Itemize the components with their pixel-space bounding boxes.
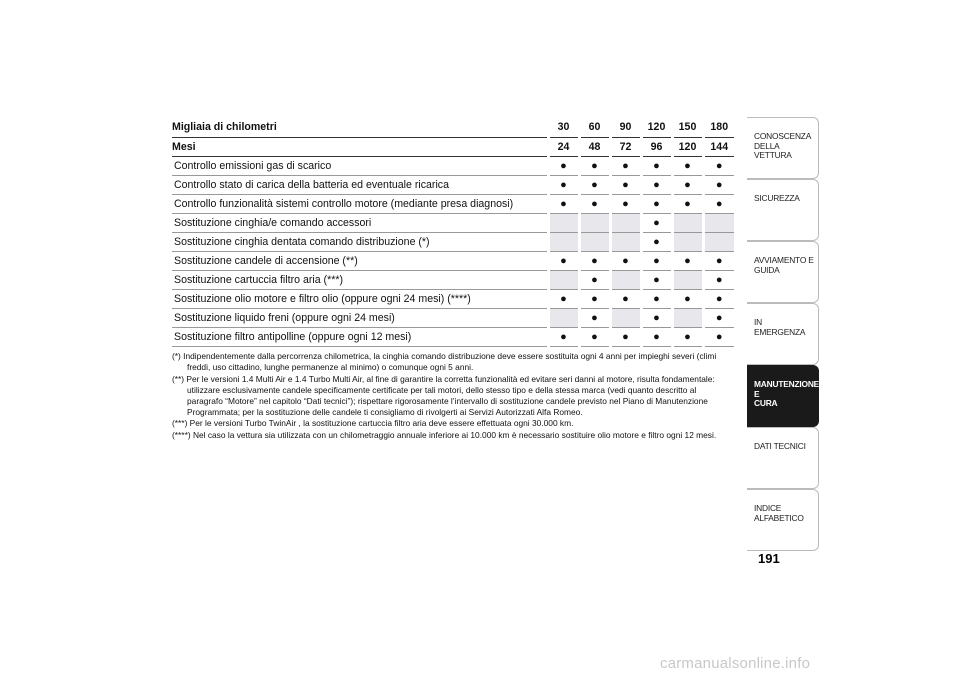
bullet-mark: ●	[579, 327, 610, 346]
bullet-mark: ●	[703, 175, 734, 194]
footnote-1: (*) Indipendentemente dalla percorrenza chilometrica, la cinghia comando distribuzione deve essere sostituita ogni 4 anni per impieghi severi (climi freddi, uso cittadino, lunghe permanenze al minimo) o comunque ogni 5 anni.	[172, 351, 717, 372]
empty-cell	[672, 213, 703, 232]
page-number: 191	[758, 551, 780, 566]
bullet-mark: ●	[548, 289, 579, 308]
bullet-mark: ●	[703, 251, 734, 270]
bullet-mark: ●	[672, 251, 703, 270]
bullet-mark: ●	[641, 270, 672, 289]
table-row	[172, 232, 734, 251]
empty-cell	[672, 270, 703, 289]
table-row	[172, 156, 734, 175]
bullet-mark: ●	[641, 232, 672, 251]
tab-dati-tecnici[interactable]	[747, 427, 819, 489]
bullet-mark: ●	[703, 327, 734, 346]
km-header-cell: 30	[548, 118, 579, 137]
empty-cell	[548, 270, 579, 289]
bullet-mark: ●	[703, 308, 734, 327]
bullet-mark: ●	[641, 289, 672, 308]
bullet-mark: ●	[579, 156, 610, 175]
schedule-rows	[172, 156, 734, 346]
table-row	[172, 289, 734, 308]
empty-cell	[610, 213, 641, 232]
bullet-mark: ●	[610, 327, 641, 346]
tab-label: SICUREZZA	[754, 193, 800, 203]
footnotes	[172, 351, 734, 441]
bullet-mark: ●	[579, 308, 610, 327]
km-header-cell: 90	[610, 118, 641, 137]
row-label: Sostituzione cinghia dentata comando distribuzione (*)	[172, 232, 548, 251]
tab-label: AVVIAMENTO E GUIDA	[754, 255, 814, 275]
chapter-tabs	[747, 117, 819, 551]
empty-cell	[579, 213, 610, 232]
bullet-mark: ●	[641, 327, 672, 346]
bullet-mark: ●	[579, 289, 610, 308]
bullet-mark: ●	[548, 175, 579, 194]
bullet-mark: ●	[579, 251, 610, 270]
table-row	[172, 251, 734, 270]
bullet-mark: ●	[641, 251, 672, 270]
empty-cell	[548, 308, 579, 327]
km-header-cell: 60	[579, 118, 610, 137]
bullet-mark: ●	[672, 194, 703, 213]
row-label: Sostituzione filtro antipolline (oppure ogni 12 mesi)	[172, 327, 548, 346]
bullet-mark: ●	[548, 327, 579, 346]
row-label: Controllo funzionalità sistemi controllo motore (mediante presa diagnosi)	[172, 194, 548, 213]
tab-in-emergenza[interactable]	[747, 303, 819, 365]
table-row	[172, 175, 734, 194]
bullet-mark: ●	[672, 327, 703, 346]
row-label: Controllo emissioni gas di scarico	[172, 156, 548, 175]
bullet-mark: ●	[579, 270, 610, 289]
footnote-2: (**) Per le versioni 1.4 Multi Air e 1.4 Turbo Multi Air, al fine di garantire la corretta funzionalità ed evitare seri danni al motore, risulta fondamentale: utilizzare esclusivamente candele specificamente certificate per tali motori, dello stesso tipo e della stessa marca (vedi quanto descritto al paragrafo “Motore” nel capitolo “Dati tecnici”); rispettare rigorosamente l’intervallo di sostituzione candele previsto nel Piano di Manutenzione Programmata; per la sostituzione delle candele ti consigliamo di rivolgerti ai Servizi Autorizzati Alfa Romeo.	[172, 373, 715, 417]
row-label: Sostituzione cartuccia filtro aria (***)	[172, 270, 548, 289]
months-header-row	[172, 137, 734, 156]
km-header-row	[172, 118, 734, 137]
table-row	[172, 327, 734, 346]
km-header-cell: 180	[703, 118, 734, 137]
empty-cell	[672, 308, 703, 327]
tab-indice-alfabetico[interactable]	[747, 489, 819, 551]
empty-cell	[672, 232, 703, 251]
table-row	[172, 308, 734, 327]
maintenance-schedule-table	[172, 118, 734, 347]
row-label: Sostituzione cinghia/e comando accessori	[172, 213, 548, 232]
bullet-mark: ●	[579, 194, 610, 213]
bullet-mark: ●	[641, 308, 672, 327]
bullet-mark: ●	[703, 270, 734, 289]
bullet-mark: ●	[610, 175, 641, 194]
empty-cell	[703, 213, 734, 232]
tab-label: DATI TECNICI	[754, 441, 806, 451]
bullet-mark: ●	[610, 251, 641, 270]
months-header-cell: 144	[703, 137, 734, 156]
months-header-cell: 96	[641, 137, 672, 156]
tab-label: MANUTENZIONE E CURA	[754, 379, 820, 408]
table-row	[172, 194, 734, 213]
tab-avviamento-e-guida[interactable]	[747, 241, 819, 303]
km-header-cell: 120	[641, 118, 672, 137]
tab-manutenzione-e-cura[interactable]	[747, 365, 819, 427]
months-header-cell: 72	[610, 137, 641, 156]
empty-cell	[610, 270, 641, 289]
months-header-cell: 120	[672, 137, 703, 156]
tab-label: INDICE ALFABETICO	[754, 503, 804, 523]
row-label: Controllo stato di carica della batteria ed eventuale ricarica	[172, 175, 548, 194]
km-header-label: Migliaia di chilometri	[172, 118, 548, 137]
bullet-mark: ●	[672, 156, 703, 175]
empty-cell	[548, 213, 579, 232]
bullet-mark: ●	[548, 194, 579, 213]
bullet-mark: ●	[641, 156, 672, 175]
watermark: carmanualsonline.info	[660, 655, 811, 672]
bullet-mark: ●	[672, 175, 703, 194]
bullet-mark: ●	[703, 194, 734, 213]
tab-label: IN EMERGENZA	[754, 317, 806, 337]
months-header-label: Mesi	[172, 137, 548, 156]
bullet-mark: ●	[672, 289, 703, 308]
bullet-mark: ●	[610, 156, 641, 175]
bullet-mark: ●	[579, 175, 610, 194]
bullet-mark: ●	[641, 213, 672, 232]
bullet-mark: ●	[641, 194, 672, 213]
bullet-mark: ●	[610, 194, 641, 213]
tab-sicurezza[interactable]	[747, 179, 819, 241]
empty-cell	[548, 232, 579, 251]
row-label: Sostituzione liquido freni (oppure ogni 24 mesi)	[172, 308, 548, 327]
km-header-cell: 150	[672, 118, 703, 137]
empty-cell	[610, 232, 641, 251]
months-header-cell: 48	[579, 137, 610, 156]
months-header-cell: 24	[548, 137, 579, 156]
tab-label: CONOSCENZA DELLA VETTURA	[754, 131, 812, 160]
bullet-mark: ●	[610, 289, 641, 308]
table-row	[172, 213, 734, 232]
footnote-3: (***) Per le versioni Turbo TwinAir , la sostituzione cartuccia filtro aria deve essere effettuata ogni 30.000 km.	[172, 418, 574, 428]
footnote-4: (****) Nel caso la vettura sia utilizzata con un chilometraggio annuale inferiore ai 10.000 km è necessario sostituire olio motore e filtro ogni 12 mesi.	[172, 429, 717, 440]
bullet-mark: ●	[703, 289, 734, 308]
bullet-mark: ●	[703, 156, 734, 175]
tab-conoscenza-della-vettura[interactable]	[747, 117, 819, 179]
row-label: Sostituzione candele di accensione (**)	[172, 251, 548, 270]
bullet-mark: ●	[548, 156, 579, 175]
empty-cell	[579, 232, 610, 251]
row-label: Sostituzione olio motore e filtro olio (oppure ogni 24 mesi) (****)	[172, 289, 548, 308]
bullet-mark: ●	[641, 175, 672, 194]
table-row	[172, 270, 734, 289]
empty-cell	[610, 308, 641, 327]
empty-cell	[703, 232, 734, 251]
bullet-mark: ●	[548, 251, 579, 270]
